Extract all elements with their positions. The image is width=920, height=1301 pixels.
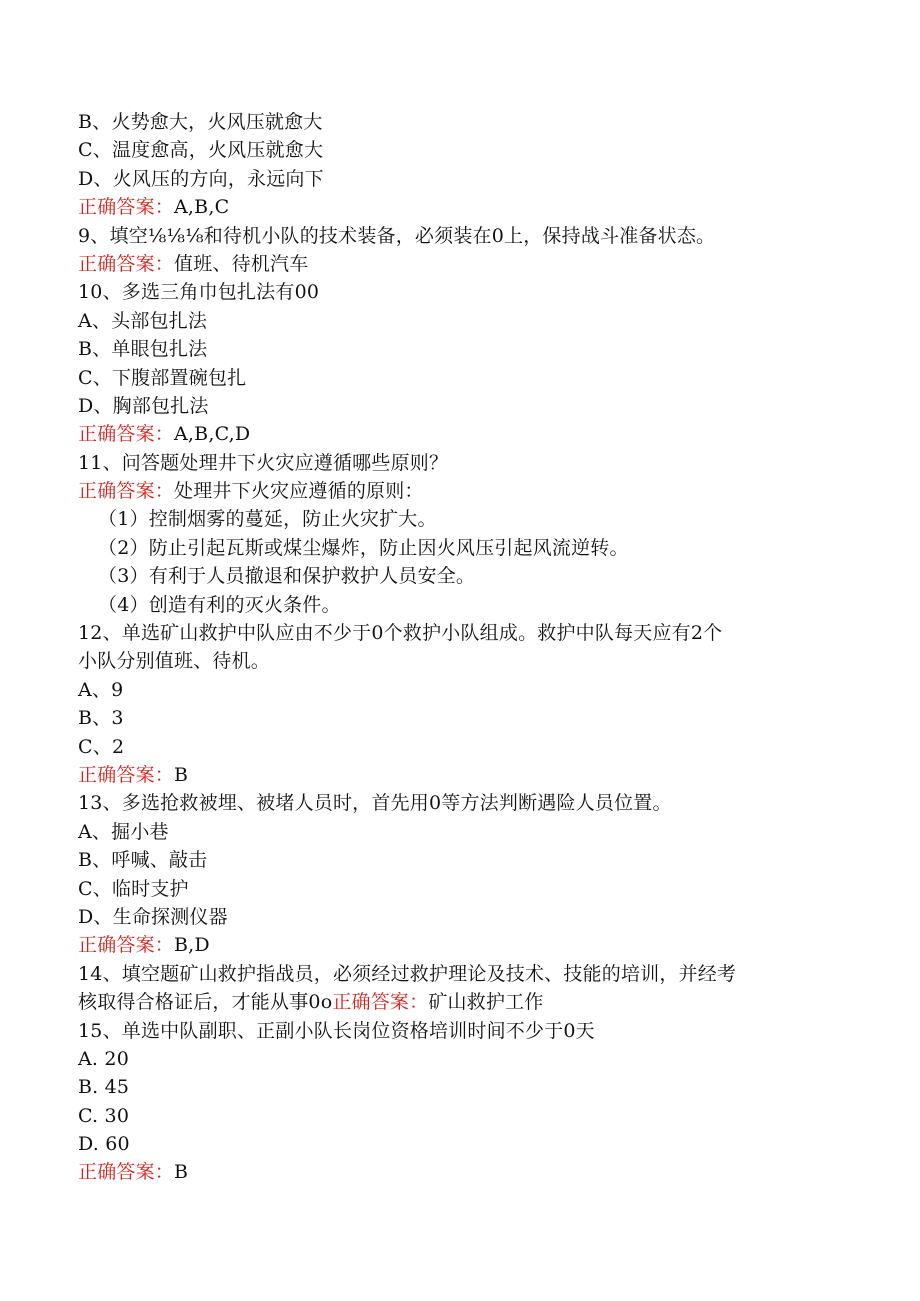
question-list (78, 108, 848, 1187)
question-line: 12、单选矿山救护中队应由不少于0个救护小队组成。救护中队每天应有2个 (78, 622, 723, 645)
option-line: C、下腹部置碗包扎 (78, 366, 247, 389)
option-line: A. 20 (78, 1047, 129, 1070)
answer-line: 正确答案：B,D (78, 934, 210, 957)
option-line: D、火风压的方向，永远向下 (78, 167, 324, 190)
question-line: 核取得合格证后，才能从事0o正确答案：矿山救护工作 (78, 991, 544, 1014)
option-line: C. 30 (78, 1104, 130, 1127)
question-line: 小队分别值班、待机。 (78, 650, 271, 673)
answer-line: 正确答案：值班、待机汽车 (78, 252, 309, 275)
option-line: B、单眼包扎法 (78, 338, 208, 361)
option-line: C、温度愈高，火风压就愈大 (78, 139, 324, 162)
principle-line: （4）创造有利的灭火条件。 (98, 593, 341, 616)
question-line: 9、填空⅛⅛⅛和待机小队的技术装备，必须装在0上，保持战斗准备状态。 (78, 224, 716, 247)
question-line: 14、填空题矿山救护指战员，必须经过救护理论及技术、技能的培训，并经考 (78, 962, 737, 985)
answer-line: 正确答案：A,B,C (78, 196, 230, 219)
option-line: C、2 (78, 735, 125, 758)
option-line: A、掘小巷 (78, 820, 169, 843)
principle-line: （2）防止引起瓦斯或煤尘爆炸，防止因火风压引起风流逆转。 (98, 536, 629, 559)
answer-label: 正确答案： (78, 934, 175, 957)
question-line: 15、单选中队副职、正副小队长岗位资格培训时间不少于0天 (78, 1019, 595, 1042)
question-line: 10、多选三角巾包扎法有00 (78, 281, 320, 304)
option-line: D、胸部包扎法 (78, 394, 209, 417)
principle-line: （3）有利于人员撤退和保护救护人员安全。 (98, 565, 476, 588)
option-line: B、火势愈大，火风压就愈大 (78, 111, 323, 133)
answer-line: 正确答案：B (78, 763, 189, 786)
option-line: B、3 (78, 707, 124, 730)
question-line: 11、问答题处理井下火灾应遵循哪些原则？ (78, 451, 449, 474)
option-line: A、9 (78, 678, 124, 701)
question-line: 13、多选抢救被埋、被堵人员时，首先用0等方法判断遇险人员位置。 (78, 792, 672, 815)
answer-label: 正确答案： (78, 763, 175, 786)
answer-line: 正确答案：A,B,C,D (78, 423, 251, 446)
answer-label: 正确答案： (332, 991, 429, 1014)
answer-label: 正确答案： (78, 1161, 175, 1184)
answer-label: 正确答案： (78, 423, 175, 446)
option-line: B、呼喊、敲击 (78, 849, 208, 872)
answer-label: 正确答案： (78, 252, 175, 275)
answer-label: 正确答案： (78, 196, 175, 219)
option-line: D. 60 (78, 1133, 130, 1156)
option-line: C、临时支护 (78, 877, 189, 900)
answer-line: 正确答案：处理井下火灾应遵循的原则： (78, 480, 424, 503)
answer-line: 正确答案：B (78, 1161, 189, 1184)
principle-line: （1）控制烟雾的蔓延，防止火灾扩大。 (98, 508, 437, 531)
option-line: A、头部包扎法 (78, 309, 208, 332)
option-line: D、生命探测仪器 (78, 905, 228, 928)
answer-label: 正确答案： (78, 480, 175, 503)
option-line: B. 45 (78, 1076, 130, 1099)
